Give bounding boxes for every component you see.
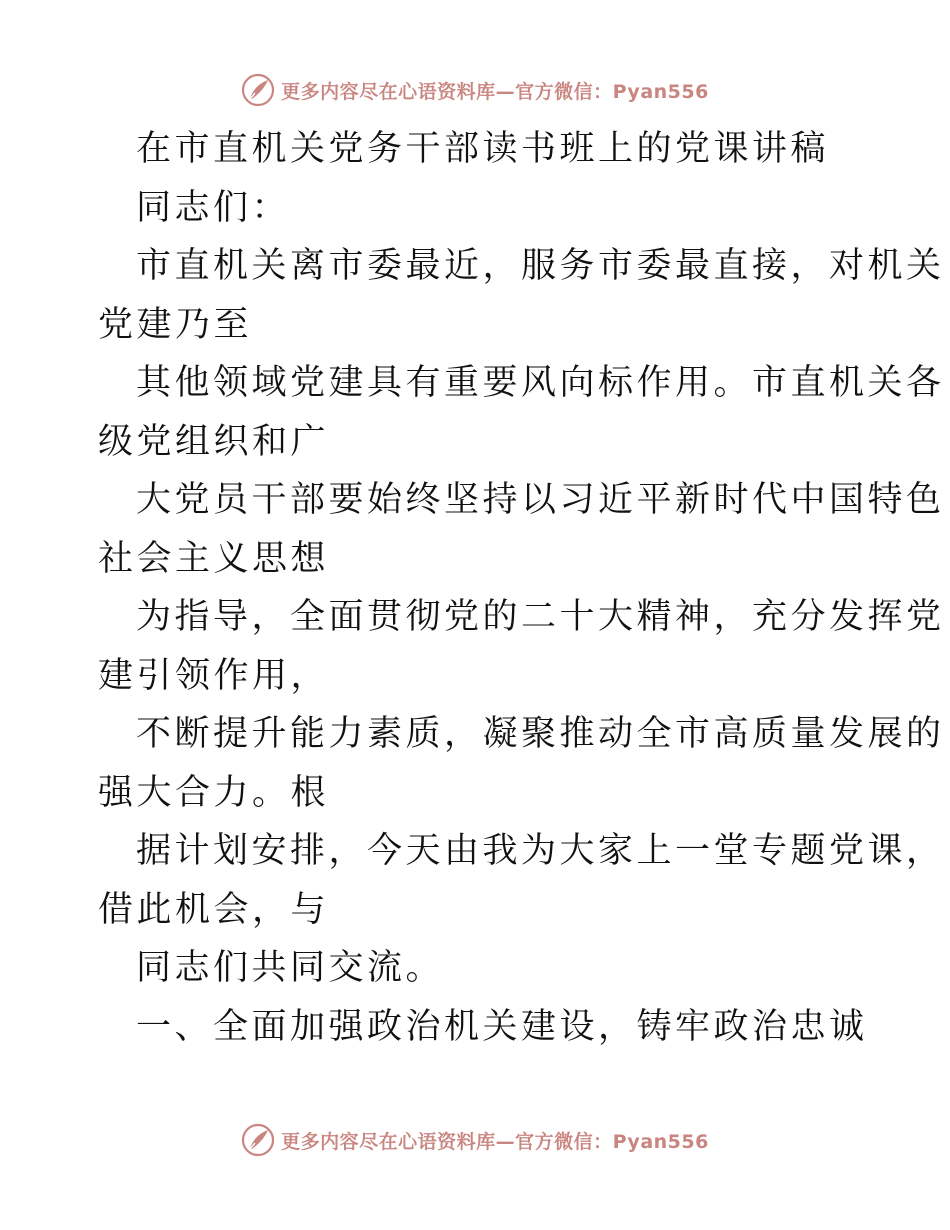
paragraph-line: 强大合力。根	[98, 772, 330, 813]
watermark-text: 更多内容尽在心语资料库—官方微信：Pyan556	[281, 80, 709, 103]
paragraph-line: 建引领作用，	[98, 655, 330, 696]
watermark-text: 更多内容尽在心语资料库—官方微信：Pyan556	[281, 1130, 709, 1153]
paragraph-line: 大党员干部要始终坚持以习近平新时代中国特色	[136, 480, 945, 520]
paragraph-line: 据计划安排，今天由我为大家上一堂专题党课，	[136, 831, 945, 871]
paragraph-line: 社会主义思想	[98, 538, 330, 579]
watermark-footer	[0, 1120, 950, 1160]
document-body	[98, 120, 945, 1056]
paragraph-line: 市直机关离市委最近，服务市委最直接，对机关	[136, 246, 945, 286]
paragraph-line: 借此机会，与	[98, 889, 330, 930]
paragraph-line: 其他领域党建具有重要风向标作用。市直机关各	[136, 363, 945, 403]
document-title: 在市直机关党务干部读书班上的党课讲稿	[136, 129, 830, 169]
watermark-header	[0, 70, 950, 110]
paragraph-line: 同志们：	[136, 187, 291, 228]
paragraph-line: 同志们共同交流。	[136, 948, 445, 988]
paragraph-line: 级党组织和广	[98, 421, 330, 462]
quill-logo-icon	[241, 1123, 275, 1157]
paragraph-line: 为指导，全面贯彻党的二十大精神，充分发挥党	[136, 597, 945, 637]
paragraph-line: 不断提升能力素质，凝聚推动全市高质量发展的	[136, 714, 945, 754]
paragraph-line: 一、全面加强政治机关建设，铸牢政治忠诚	[136, 1006, 868, 1047]
quill-logo-icon	[241, 73, 275, 107]
paragraph-line: 党建乃至	[98, 304, 253, 345]
